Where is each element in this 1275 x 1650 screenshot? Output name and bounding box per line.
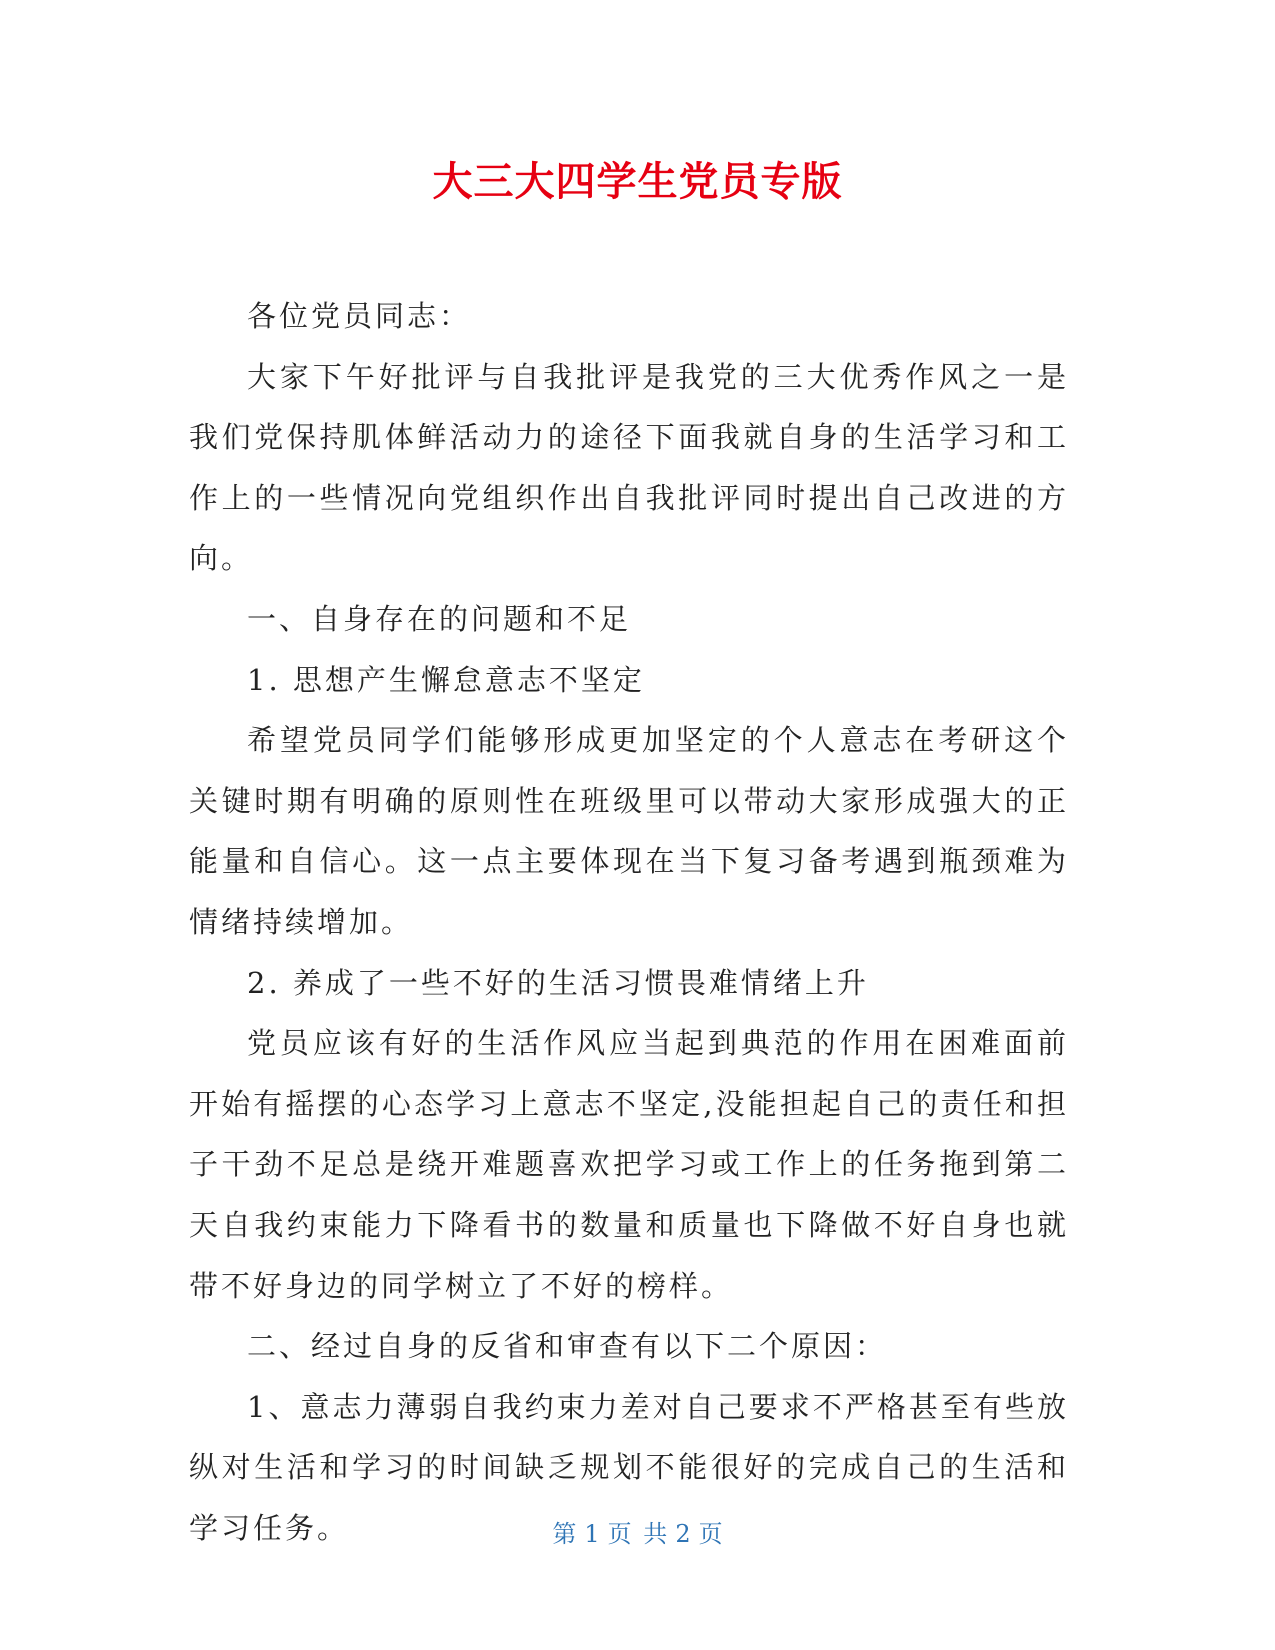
- section-heading-reasons: 二、经过自身的反省和审查有以下二个原因：: [247, 1329, 888, 1364]
- footer-page-current: 1: [584, 1520, 600, 1548]
- paragraph-1: 希望党员同学们能够形成更加坚定的个人意志在考研这个关键时期有明确的原则性在班级里可以带动大家形成强大的正能量和自信心。这一点主要体现在当下复习备考遇到瓶颈难为情绪持续增加。: [189, 723, 1069, 939]
- subheading-2: 2. 养成了一些不好的生活习惯畏难情绪上升: [247, 965, 869, 1000]
- footer-suffix: 页: [698, 1520, 723, 1548]
- document-title: 大三大四学生党员专版: [432, 159, 843, 205]
- paragraph-2: 党员应该有好的生活作风应当起到典范的作用在困难面前开始有摇摆的心态学习上意志不坚定,没能担起自己的责任和担子干劲不足总是绕开难题喜欢把学习或工作上的任务拖到第二天自我约束能力下降看书的数量和质量也下降做不好自身也就带不好身边的同学树立了不好的榜样。: [189, 1026, 1069, 1303]
- footer-page-total: 2: [675, 1520, 691, 1548]
- paragraph-reason-1: 1、意志力薄弱自我约束力差对自己要求不严格甚至有些放纵对生活和学习的时间缺乏规划不能很好的完成自己的生活和学习任务。: [189, 1389, 1069, 1545]
- document-body: [189, 286, 1069, 1558]
- paragraph-intro: 大家下午好批评与自我批评是我党的三大优秀作风之一是我们党保持肌体鲜活动力的途径下面我就自身的生活学习和工作上的一些情况向党组织作出自我批评同时提出自己改进的方向。: [189, 359, 1069, 576]
- page-footer: [0, 1518, 1275, 1550]
- paragraph-salutation: 各位党员同志：: [247, 299, 472, 333]
- footer-mid: 页 共: [607, 1520, 668, 1548]
- subheading-1: 1. 思想产生懈怠意志不坚定: [247, 662, 645, 697]
- section-heading-problems: 一、自身存在的问题和不足: [247, 601, 632, 636]
- footer-prefix: 第: [552, 1520, 577, 1548]
